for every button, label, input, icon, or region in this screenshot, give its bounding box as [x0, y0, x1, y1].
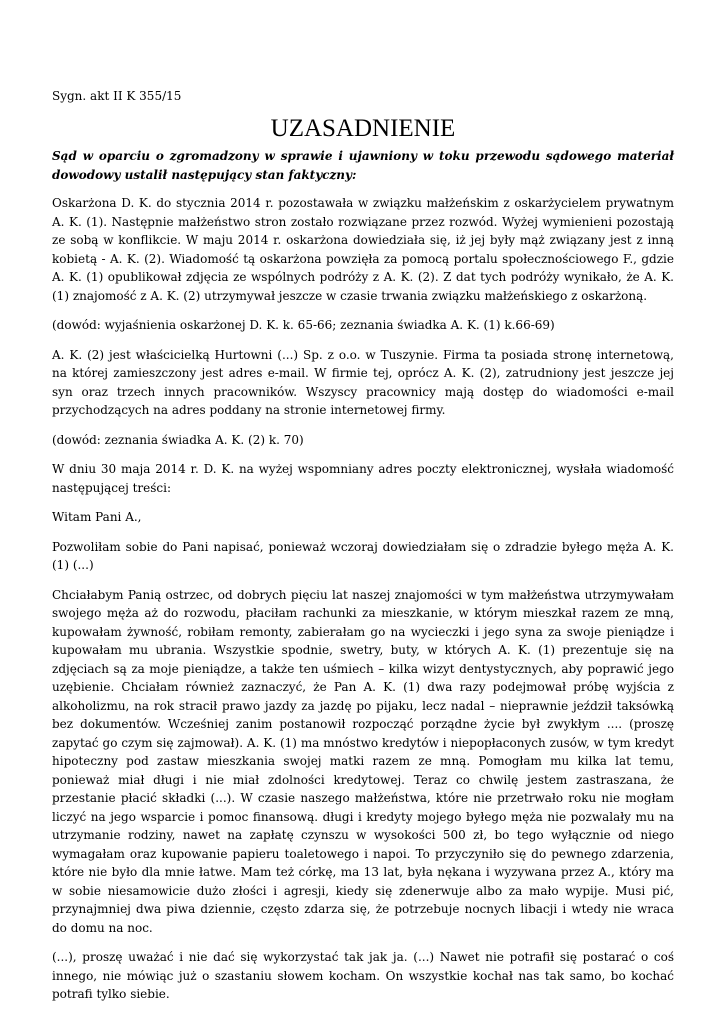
- lead-statement: Sąd w oparciu o zgromadzony w sprawie i ujawniony w toku przewodu sądowego materiał dowodowy ustalił następujący stan faktyczny:: [52, 149, 674, 182]
- paragraph-company: A. K. (2) jest właścicielką Hurtowni (...) Sp. z o.o. w Tuszynie. Firma ta posiada stronę internetową, na której zamieszczony jest adres e-mail. W firmie tej, oprócz A. K. (2), zatrudniony jest jeszcze jej syn oraz trzech innych pracowników. Wszyscy pracownicy mają dostęp do wiadomości e-mail przychodzących na adres poddany na stronie internetowej firmy.: [52, 347, 674, 417]
- paragraph-greeting: Witam Pani A.,: [52, 510, 142, 524]
- paragraph-message-intro: W dniu 30 maja 2014 r. D. K. na wyżej wspomniany adres poczty elektronicznej, wysłała wiadomość następującej treści:: [52, 462, 674, 495]
- case-signature: Sygn. akt II K 355/15: [52, 89, 182, 103]
- document-page: [52, 88, 674, 1015]
- paragraph-message-body: Chciałabym Panią ostrzec, od dobrych pięciu lat naszej znajomości w tym małżeństwa utrzymywałam swojego męża aż do rozwodu, płaciłam rachunki za mieszkanie, w którym mieszkał razem ze mną, kupowałam żywność, robiłam remonty, zabierałam go na wycieczki i jego syna za swoje pieniądze i kupowałam mu ubrania. Wszystkie spodnie, swetry, buty, w których A. K. (1) prezentuje się na zdjęciach są za moje pieniądze, a także ten uśmiech – kilka wizyt dentystycznych, aby poprawić jego uzębienie. Chciałam również zaznaczyć, że Pan A. K. (1) dwa razy podejmował próbę wyjścia z alkoholizmu, na rok stracił prawo jazdy za jazdę po pijaku, lecz nadal – nieprawnie jeździł taksówką bez dokumentów. Wcześniej zanim postanowił rozpocząć porządne życie był zwykłym .... (proszę zapytać go czym się zajmował). A. K. (1) ma mnóstwo kredytów i niepopłaconych zusów, w tym kredyt hipoteczny pod zastaw mieszkania swojej matki razem ze mną. Pomogłam mu kilka lat temu, ponieważ miał długi i nie miał zdolności kredytowej. Teraz co chwilę jestem zastraszana, że przestanie płacić składki (...). W czasie naszego małżeństwa, które nie przetrwało roku nie mogłam liczyć na jego wsparcie i pomoc finansową. długi i kredyty mojego byłego męża nie pozwalały mu na utrzymanie rodziny, nawet na zapłatę czynszu w wysokości 500 zł, bo tego wyłącznie od niego wymagałam oraz kupowanie papieru toaletowego i napoi. To przyczyniło się do pewnego zdarzenia, które nie było dla mnie łatwe. Mam też córkę, ma 13 lat, była nękana i wyzywana przez A., który ma w sobie niesamowicie dużo złości i agresji, kiedy się zdenerwuje albo za mało wypije. Musi pić, przynajmniej dwa piwa dziennie, często zdarza się, że potrzebuje nocnych libacji i wtedy nie wraca do domu na noc.: [52, 587, 674, 935]
- paragraph-message-opening: Pozwoliłam sobie do Pani napisać, ponieważ wczoraj dowiedziałam się o zdradzie byłego męża A. K. (1) (...): [52, 539, 674, 572]
- document-title: UZASADNIENIE: [270, 115, 456, 142]
- paragraph-evidence-1: (dowód: wyjaśnienia oskarżonej D. K. k. 65-66; zeznania świadka A. K. (1) k.66-69): [52, 318, 555, 332]
- paragraph-evidence-2: (dowód: zeznania świadka A. K. (2) k. 70): [52, 432, 304, 447]
- paragraph-facts: Oskarżona D. K. do stycznia 2014 r. pozostawała w związku małżeńskim z oskarżycielem prywatnym A. K. (1). Następnie małżeństwo stron zostało rozwiązane przez rozwód. Wyżej wymienieni pozostają ze sobą w konflikcie. W maju 2014 r. oskarżona dowiedziała się, iż jej były mąż związany jest z inną kobietą - A. K. (2). Wiadomość tą oskarżona powzięła za pomocą portalu społecznościowego F., gdzie A. K. (1) opublikował zdjęcia ze wspólnych podróży z A. K. (2). Z dat tych podróży wynikało, że A. K. (1) znajomość z A. K. (2) utrzymywał jeszcze w czasie trwania związku małżeńskiego z oskarżoną.: [52, 196, 674, 303]
- paragraph-message-closing: (...), proszę uważać i nie dać się wykorzystać tak jak ja. (...) Nawet nie potrafił się postarać o coś innego, nie mówiąc już o szastaniu słowem kocham. On wszystkie kochał nas tak samo, bo kochać potrafi tylko siebie.: [52, 950, 674, 1001]
